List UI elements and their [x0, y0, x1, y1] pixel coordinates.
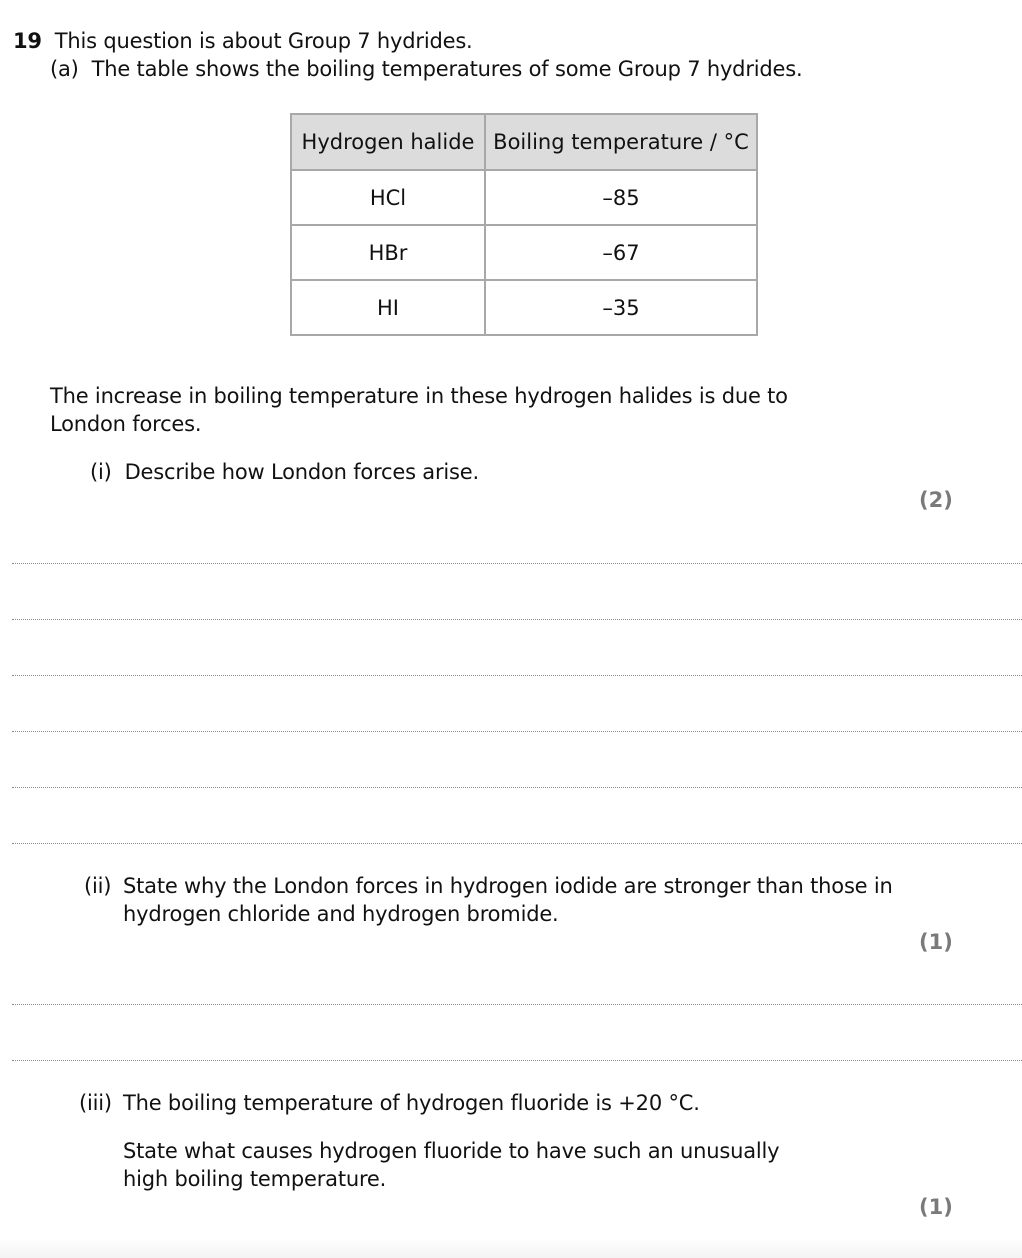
table-row [291, 280, 757, 335]
part-iii-line-1: State what causes hydrogen fluoride to have such an unusually [123, 1139, 780, 1163]
part-i-marks: (2) [919, 488, 953, 512]
question-intro: This question is about Group 7 hydrides. [54, 29, 473, 53]
table-header-temperature: Boiling temperature / °C [485, 114, 757, 170]
part-ii-line-1: State why the London forces in hydrogen iodide are stronger than those in [123, 874, 893, 898]
table-header-row [291, 114, 757, 170]
table-row [291, 225, 757, 280]
page-bottom-edge [0, 1238, 1022, 1258]
part-a-text: The table shows the boiling temperatures of some Group 7 hydrides. [91, 57, 803, 81]
table-cell-temperature: –67 [485, 225, 757, 280]
table-cell-temperature: –35 [485, 280, 757, 335]
table-cell-temperature: –85 [485, 170, 757, 225]
part-a-label: (a) [50, 57, 79, 81]
part-a [50, 55, 802, 83]
statement-line-1: The increase in boiling temperature in these hydrogen halides is due to [50, 384, 788, 408]
statement-line-2: London forces. [50, 412, 202, 436]
part-iii-text: The boiling temperature of hydrogen fluoride is +20 °C. [123, 1091, 700, 1115]
question-header [13, 27, 473, 55]
answer-line[interactable] [12, 787, 1022, 788]
part-i-text: Describe how London forces arise. [124, 460, 479, 484]
part-i-label: (i) [90, 460, 112, 484]
answer-line[interactable] [12, 675, 1022, 676]
answer-line[interactable] [12, 1060, 1022, 1061]
question-number: 19 [13, 29, 42, 53]
part-i [90, 458, 479, 486]
part-iii-label: (iii) [79, 1091, 112, 1115]
part-ii-line-2: hydrogen chloride and hydrogen bromide. [123, 902, 559, 926]
table-cell-halide: HI [291, 280, 485, 335]
table-cell-halide: HCl [291, 170, 485, 225]
table-row [291, 170, 757, 225]
answer-line[interactable] [12, 1004, 1022, 1005]
part-ii-marks: (1) [919, 930, 953, 954]
part-ii-label: (ii) [84, 874, 112, 898]
answer-line[interactable] [12, 843, 1022, 844]
answer-line[interactable] [12, 563, 1022, 564]
part-iii-line-2: high boiling temperature. [123, 1167, 387, 1191]
boiling-temperature-table [290, 113, 758, 336]
answer-line[interactable] [12, 619, 1022, 620]
table-header-halide: Hydrogen halide [291, 114, 485, 170]
answer-line[interactable] [12, 731, 1022, 732]
part-iii-marks: (1) [919, 1195, 953, 1219]
table-cell-halide: HBr [291, 225, 485, 280]
